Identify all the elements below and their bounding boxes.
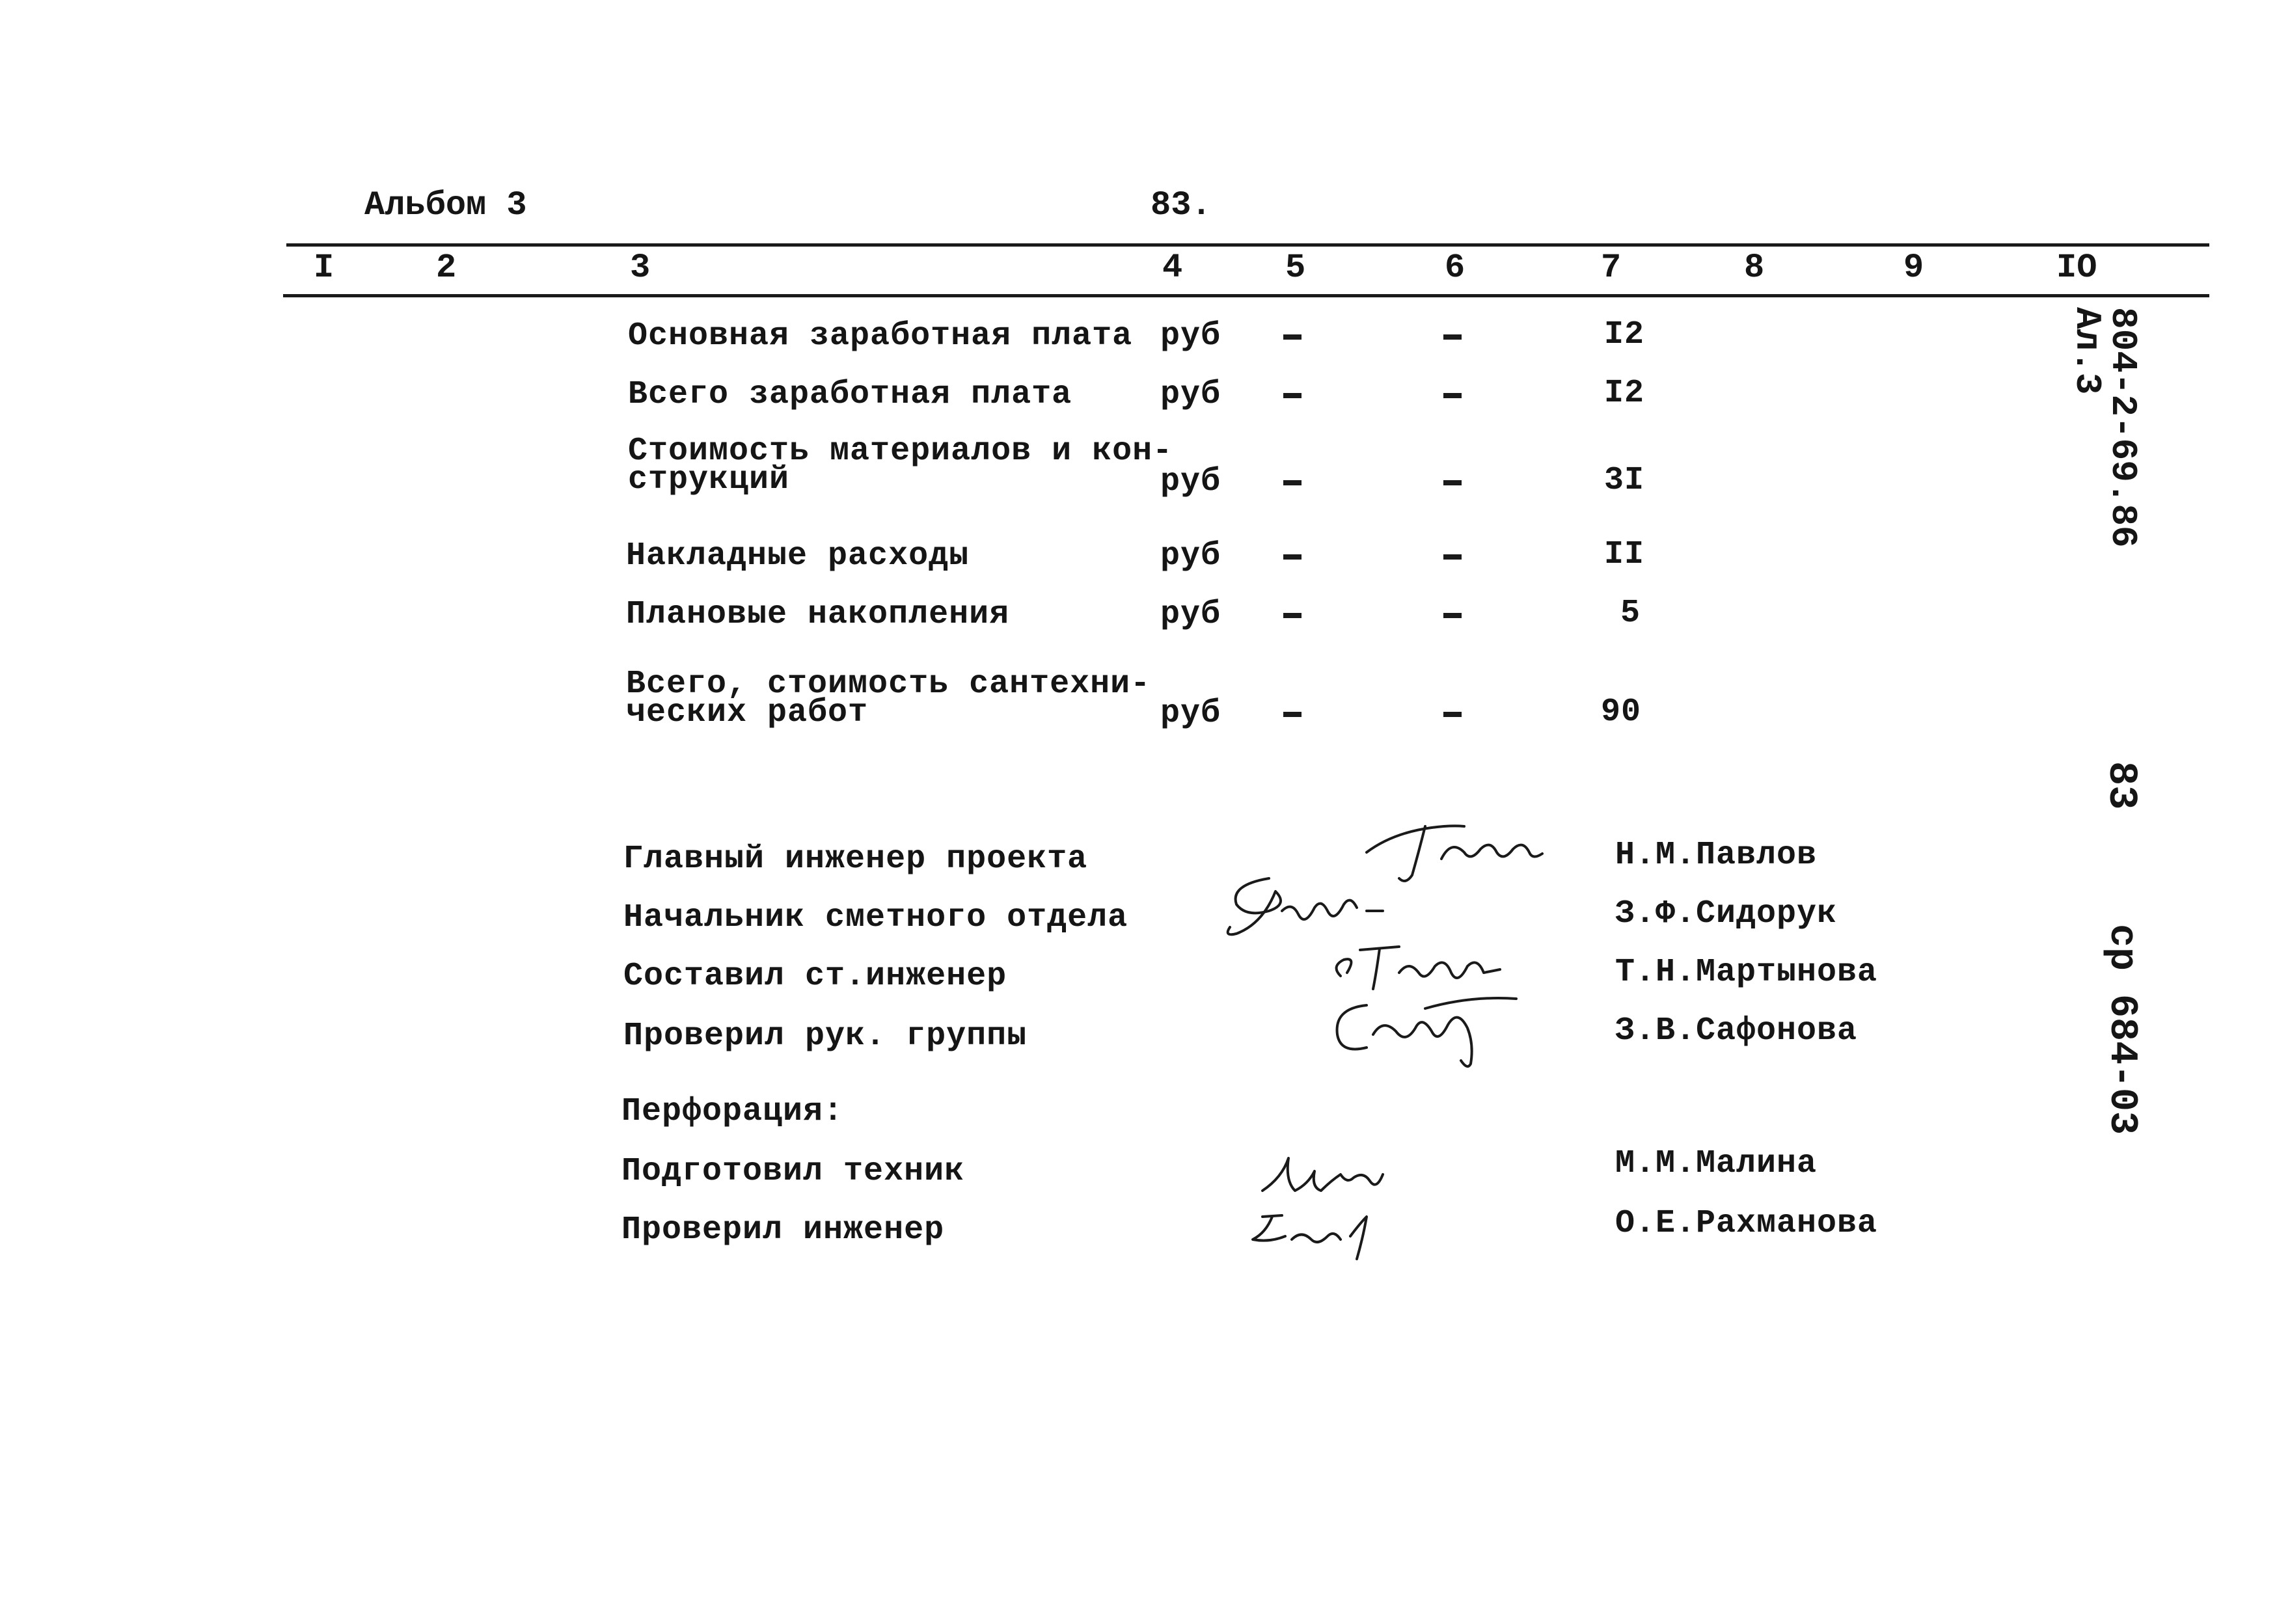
row-name: Основная заработная плата bbox=[628, 318, 1133, 355]
row-dash-col6 bbox=[1443, 334, 1462, 340]
column-header-2: 2 bbox=[436, 249, 457, 287]
column-header-3: 3 bbox=[630, 249, 651, 287]
signature-person: З.Ф.Сидорук bbox=[1615, 895, 1838, 932]
signature-role: Главный инженер проекта bbox=[623, 841, 1088, 878]
signature-role: Составил ст.инженер bbox=[623, 958, 1007, 995]
page-number: 83. bbox=[1151, 186, 1212, 224]
perforation-person: О.Е.Рахманова bbox=[1615, 1205, 1878, 1242]
table-top-rule bbox=[286, 243, 2209, 247]
row-unit: руб bbox=[1160, 463, 1221, 500]
row-dash-col5 bbox=[1283, 613, 1302, 618]
row-name: Стоимость материалов и кон- струкций bbox=[628, 433, 1173, 498]
signature-rakhmanova-mark bbox=[1236, 1204, 1393, 1269]
signature-person: Н.М.Павлов bbox=[1615, 837, 1818, 874]
row-dash-col5 bbox=[1283, 554, 1302, 560]
column-header-9: 9 bbox=[1903, 249, 1924, 287]
column-header-6: 6 bbox=[1445, 249, 1465, 287]
row-dash-col5 bbox=[1283, 334, 1302, 340]
row-unit: руб bbox=[1160, 537, 1221, 575]
column-header-1: I bbox=[314, 249, 334, 287]
signature-safonova-mark bbox=[1321, 989, 1529, 1074]
row-dash-col6 bbox=[1443, 480, 1462, 485]
column-header-4: 4 bbox=[1162, 249, 1183, 287]
perforation-title: Перфорация: bbox=[621, 1093, 844, 1130]
row-value: I2 bbox=[1604, 316, 1645, 353]
signature-malina-mark bbox=[1249, 1145, 1406, 1204]
row-dash-col5 bbox=[1283, 393, 1302, 398]
column-header-8: 8 bbox=[1744, 249, 1765, 287]
column-header-10: IO bbox=[2056, 249, 2097, 287]
row-dash-col6 bbox=[1443, 712, 1462, 717]
margin-inventory-number: ср 684-03 bbox=[2099, 924, 2144, 1135]
row-unit: руб bbox=[1160, 596, 1221, 633]
row-name: Плановые накопления bbox=[626, 596, 1010, 633]
column-header-5: 5 bbox=[1285, 249, 1306, 287]
row-value: 5 bbox=[1620, 595, 1641, 632]
row-unit: руб bbox=[1160, 695, 1221, 732]
row-dash-col6 bbox=[1443, 613, 1462, 618]
perforation-role: Проверил инженер bbox=[621, 1211, 945, 1249]
table-header-rule bbox=[283, 294, 2209, 297]
signature-role: Начальник сметного отдела bbox=[623, 899, 1128, 936]
row-name: Всего, стоимость сантехни- ческих работ bbox=[626, 666, 1151, 731]
row-dash-col6 bbox=[1443, 554, 1462, 560]
margin-album: Ал.3 bbox=[2066, 307, 2108, 395]
signature-role: Проверил рук. группы bbox=[623, 1018, 1028, 1055]
column-header-7: 7 bbox=[1601, 249, 1622, 287]
perforation-role: Подготовил техник bbox=[621, 1153, 965, 1190]
row-dash-col5 bbox=[1283, 712, 1302, 717]
row-name: Накладные расходы bbox=[626, 537, 970, 575]
row-value: 90 bbox=[1601, 694, 1642, 731]
row-dash-col5 bbox=[1283, 480, 1302, 485]
row-unit: руб bbox=[1160, 376, 1221, 413]
row-value: II bbox=[1604, 536, 1645, 573]
margin-page-number: 83 bbox=[2098, 761, 2144, 810]
signature-person: З.В.Сафонова bbox=[1615, 1012, 1858, 1049]
margin-code: 804-2-69.86 bbox=[2102, 307, 2144, 548]
row-name: Всего заработная плата bbox=[628, 376, 1072, 413]
row-unit: руб bbox=[1160, 318, 1221, 355]
perforation-person: М.М.Малина bbox=[1615, 1145, 1818, 1182]
album-label: Альбом 3 bbox=[364, 186, 527, 224]
row-value: I2 bbox=[1604, 375, 1645, 412]
signature-person: Т.Н.Мартынова bbox=[1615, 954, 1878, 991]
row-value: 3I bbox=[1604, 462, 1645, 499]
row-dash-col6 bbox=[1443, 393, 1462, 398]
